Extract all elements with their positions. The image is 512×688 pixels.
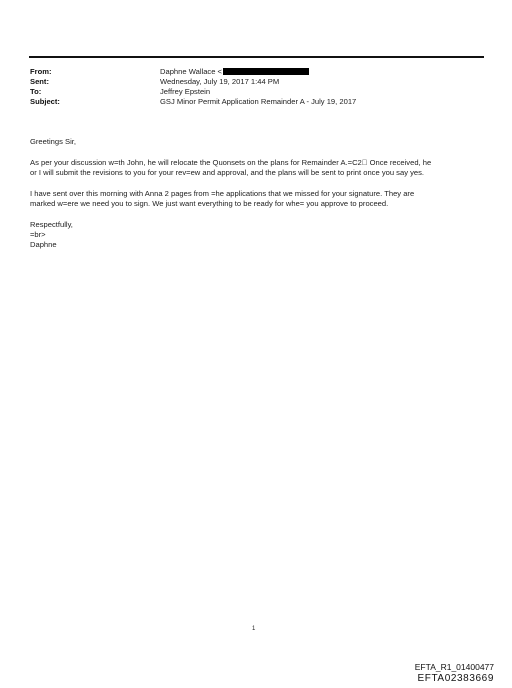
signature: Daphne xyxy=(30,240,57,249)
stamp-bates: EFTA02383669 xyxy=(417,673,494,684)
stamp-id: EFTA_R1_01400477 xyxy=(414,662,494,672)
to-value: Jeffrey Epstein xyxy=(160,87,211,96)
email-body xyxy=(30,137,485,250)
to-label: To: xyxy=(30,87,42,96)
paragraph-1-line-1: As per your discussion w=th John, he will relocate the Quonsets on the plans for Remainder A.=C2  Once received, he xyxy=(30,158,432,167)
from-row xyxy=(30,67,480,77)
header-rule xyxy=(29,56,484,58)
from-name: Daphne Wallace < xyxy=(160,67,222,76)
from-value xyxy=(160,67,309,77)
paragraph-2-line-2: marked w=ere we need you to sign. We just want everything to be ready for whe= you approve to proceed. xyxy=(30,199,389,208)
sent-value: Wednesday, July 19, 2017 1:44 PM xyxy=(160,77,280,86)
br-tag: =br> xyxy=(30,230,46,239)
sent-label: Sent: xyxy=(30,77,49,86)
email-header xyxy=(30,67,480,107)
redaction-bar xyxy=(223,68,309,75)
subject-label: Subject: xyxy=(30,97,60,106)
page-number: 1 xyxy=(252,626,256,632)
greeting: Greetings Sir, xyxy=(30,137,77,146)
closing: Respectfully, xyxy=(30,220,73,229)
subject-row xyxy=(30,97,480,107)
paragraph-2-line-1: I have sent over this morning with Anna 2 pages from =he applications that we missed for your signature. They are xyxy=(30,189,415,198)
to-row xyxy=(30,87,480,97)
subject-value: GSJ Minor Permit Application Remainder A - July 19, 2017 xyxy=(160,97,357,106)
from-label: From: xyxy=(30,67,52,76)
sent-row xyxy=(30,77,480,87)
paragraph-1-line-2: or I will submit the revisions to you for your rev=ew and approval, and the plans will be sent to print once you say yes. xyxy=(30,168,425,177)
